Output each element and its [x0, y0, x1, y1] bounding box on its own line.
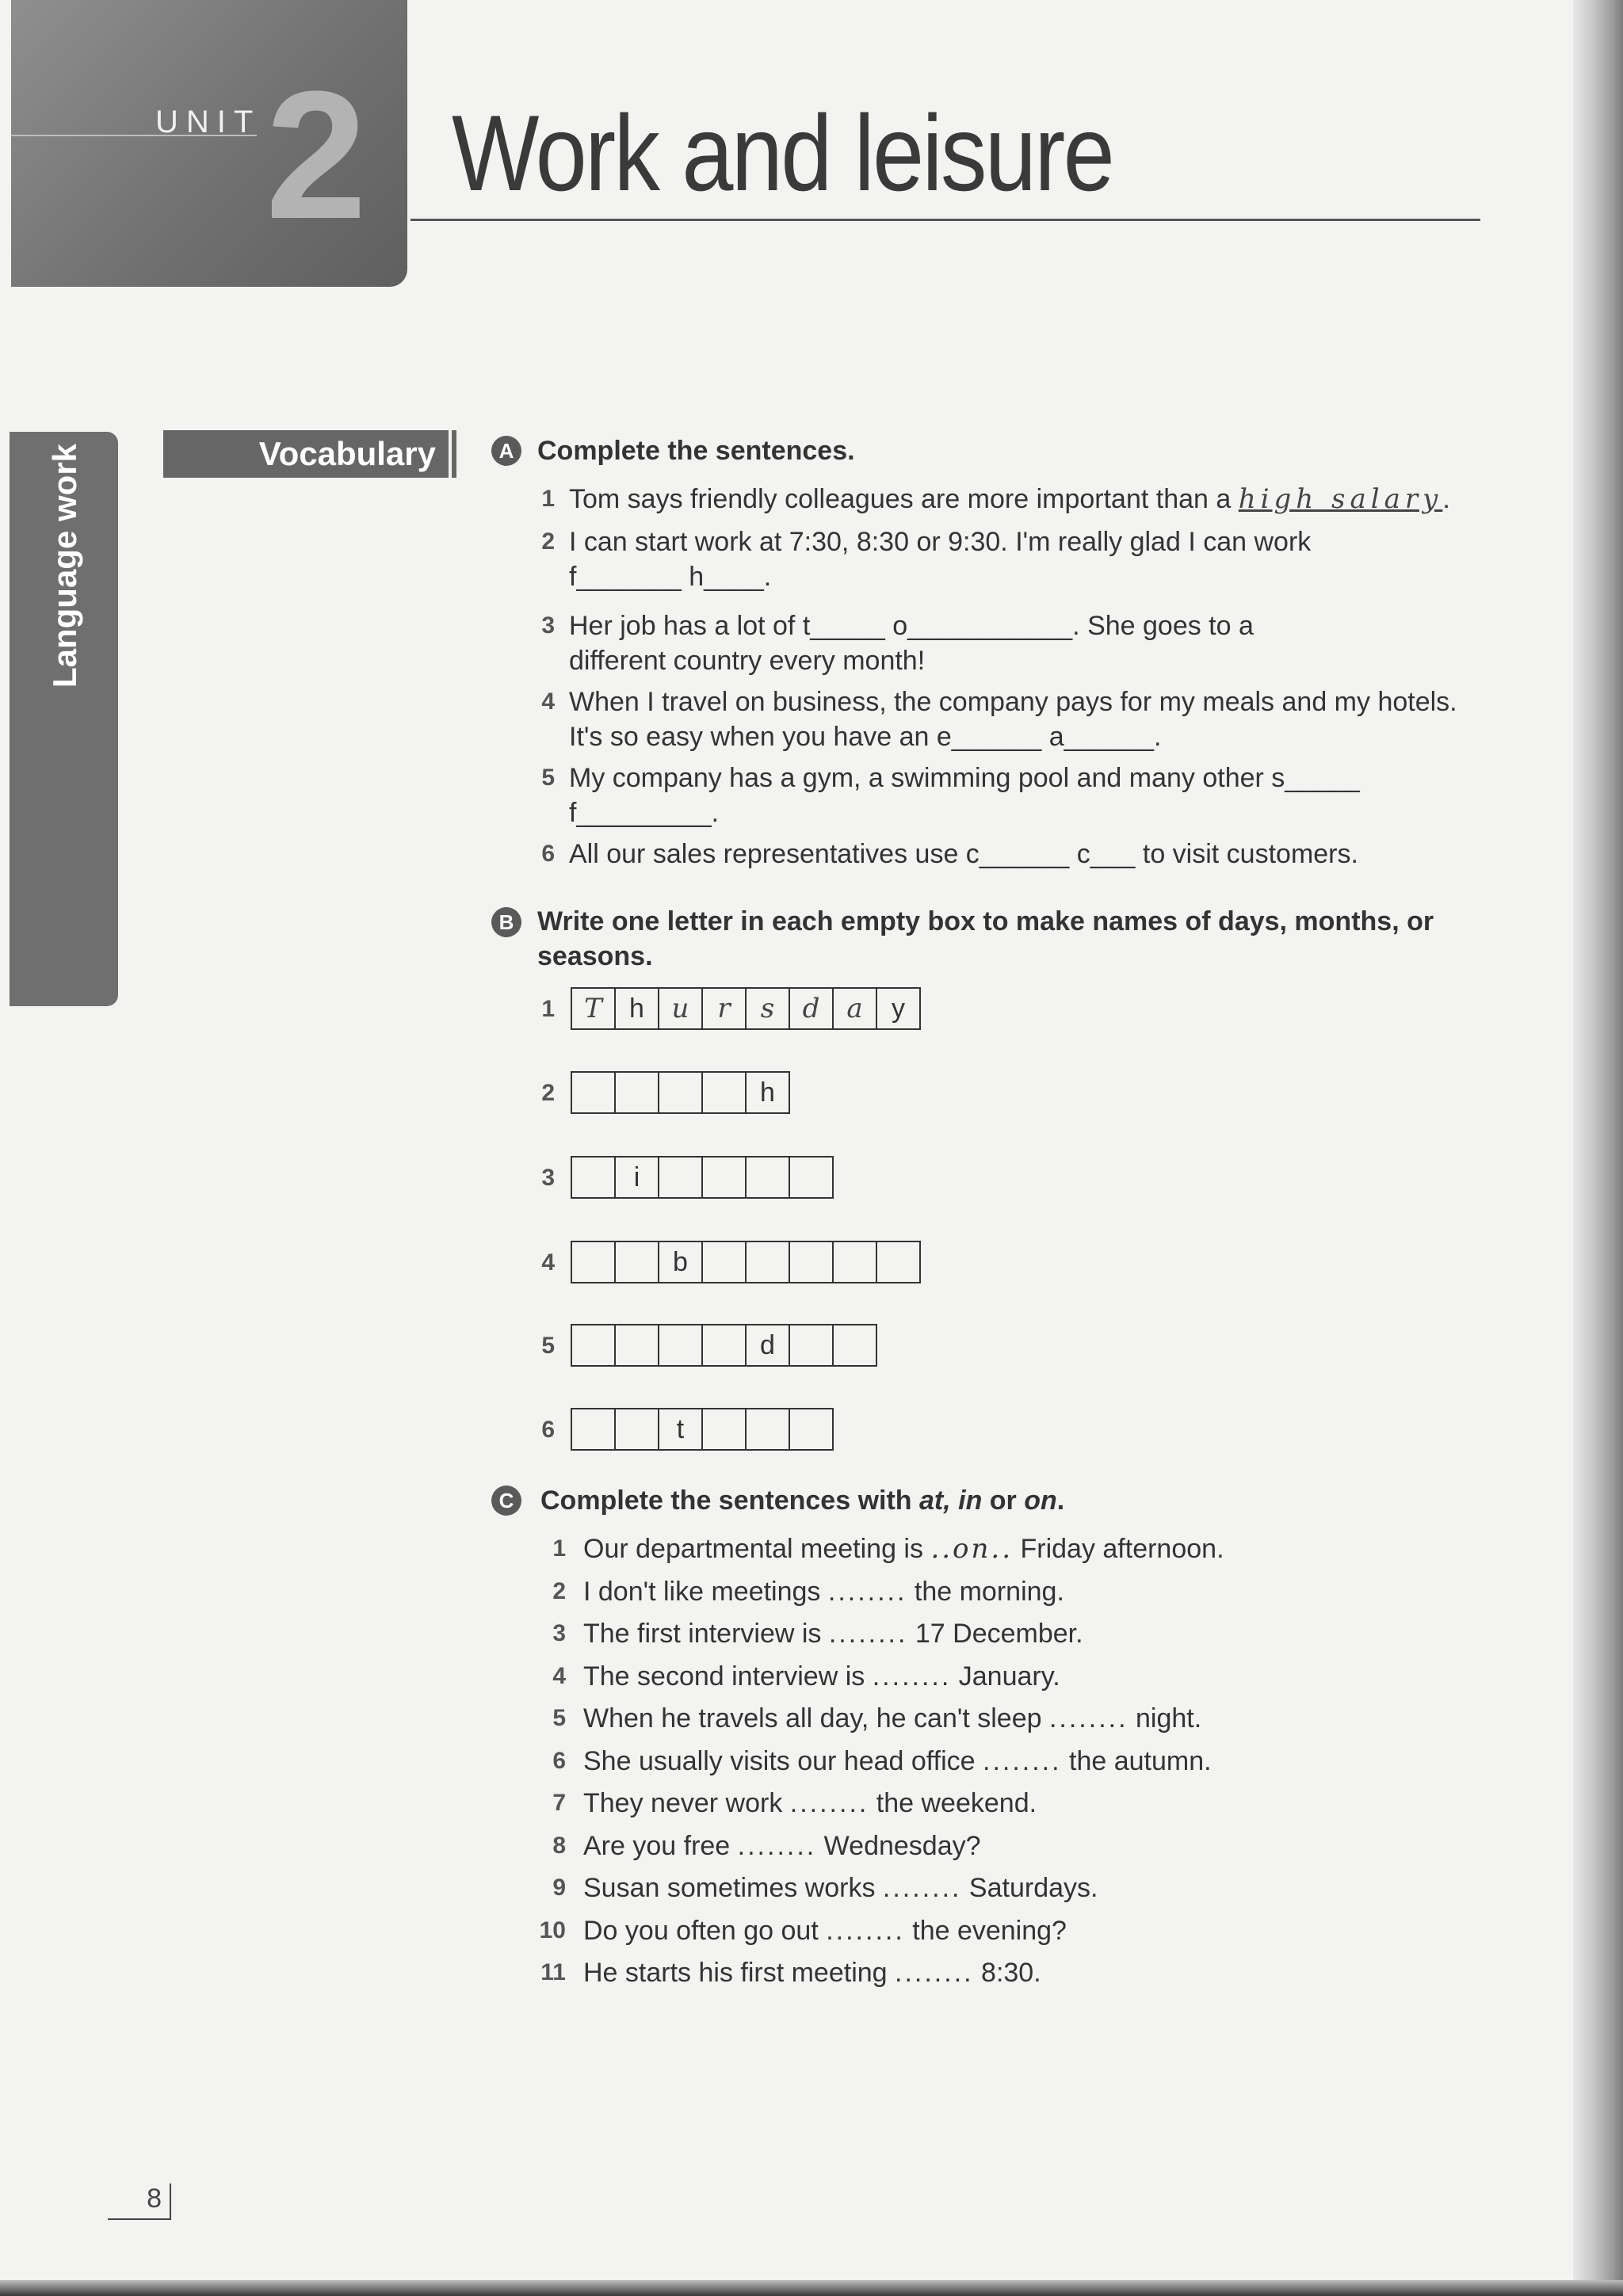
- empty-letter-box[interactable]: [876, 1241, 921, 1283]
- item-number: 5: [552, 1705, 566, 1731]
- sentence-line: All our sales representatives use c______ c___ to visit customers.: [569, 839, 1358, 869]
- empty-letter-box[interactable]: [614, 1071, 659, 1114]
- instruction-period: .: [1056, 1486, 1065, 1516]
- sentence-line-continued: different country every month!: [569, 646, 926, 676]
- item-number: 4: [552, 1663, 566, 1689]
- empty-letter-box[interactable]: [571, 1241, 616, 1283]
- vocabulary-heading: Vocabulary: [163, 430, 449, 478]
- empty-letter-box[interactable]: [745, 1156, 790, 1199]
- side-tab-label: Language work: [46, 443, 83, 688]
- sentence: Do you often go out ........ the evening?: [583, 1916, 1067, 1946]
- empty-letter-box[interactable]: [571, 1071, 616, 1114]
- empty-letter-box[interactable]: [658, 1324, 703, 1367]
- sentence: Are you free ........ Wednesday?: [583, 1831, 981, 1861]
- item-number: 10: [539, 1917, 566, 1943]
- empty-letter-box[interactable]: [832, 1324, 877, 1367]
- empty-letter-box[interactable]: [701, 1156, 747, 1199]
- letter-grid: [572, 1241, 921, 1283]
- letter-box: h: [745, 1071, 790, 1114]
- empty-letter-box[interactable]: [614, 1324, 659, 1367]
- item-number: 3: [541, 612, 555, 639]
- answer-blank[interactable]: ........: [826, 1916, 905, 1946]
- empty-letter-box[interactable]: [571, 1408, 616, 1451]
- empty-letter-box[interactable]: [745, 1408, 790, 1451]
- empty-letter-box[interactable]: [789, 1408, 834, 1451]
- item-number: 9: [552, 1875, 566, 1901]
- letter-box: u: [658, 987, 703, 1030]
- sentence: They never work ........ the weekend.: [583, 1788, 1037, 1818]
- section-a-instruction: Complete the sentences.: [537, 436, 855, 466]
- letter-box: t: [658, 1408, 703, 1451]
- item-number: 7: [552, 1790, 566, 1816]
- empty-letter-box[interactable]: [789, 1241, 834, 1283]
- unit-number: 2: [265, 53, 367, 257]
- grid-row-number: 1: [541, 996, 555, 1022]
- item-number: 2: [541, 528, 555, 555]
- answer-blank[interactable]: ........: [828, 1619, 908, 1649]
- empty-letter-box[interactable]: [614, 1408, 659, 1451]
- grid-row-number: 3: [541, 1165, 555, 1191]
- sentence: The first interview is ........ 17 December.: [583, 1619, 1083, 1649]
- sentence: Our departmental meeting is ..on.. Friday afternoon.: [583, 1533, 1224, 1565]
- letter-box: s: [745, 987, 790, 1030]
- letter-box: i: [614, 1156, 659, 1199]
- page-title: Work and leisure: [452, 93, 1113, 213]
- letter-grid: [572, 1324, 877, 1367]
- answer-blank[interactable]: ........: [882, 1873, 962, 1903]
- empty-letter-box[interactable]: [614, 1241, 659, 1283]
- sentence: Susan sometimes works ........ Saturdays.: [583, 1873, 1098, 1903]
- letter-grid: [572, 1408, 834, 1451]
- answer-blank[interactable]: ........: [737, 1831, 817, 1861]
- section-b-badge: B: [491, 907, 521, 937]
- empty-letter-box[interactable]: [745, 1241, 790, 1283]
- instruction-word-on: on: [1024, 1486, 1057, 1516]
- empty-letter-box[interactable]: [701, 1408, 747, 1451]
- sentence: When he travels all day, he can't sleep ........ night.: [583, 1703, 1202, 1733]
- empty-letter-box[interactable]: [658, 1156, 703, 1199]
- letter-box: d: [745, 1324, 790, 1367]
- sentence-line: Tom says friendly colleagues are more important than a high salary.: [569, 483, 1450, 515]
- letter-grid: [572, 987, 921, 1030]
- item-number: 11: [540, 1959, 566, 1985]
- letter-grid: [572, 1071, 790, 1114]
- page-bottom-edge: [0, 2280, 1623, 2296]
- instruction-text: Complete the sentences with: [540, 1486, 919, 1516]
- empty-letter-box[interactable]: [701, 1324, 747, 1367]
- empty-letter-box[interactable]: [658, 1071, 703, 1114]
- instruction-word-at-in: at, in: [919, 1486, 983, 1516]
- sentence-line: I can start work at 7:30, 8:30 or 9:30. I'm really glad I can work: [569, 527, 1312, 557]
- sentence: He starts his first meeting ........ 8:30.: [583, 1958, 1041, 1988]
- answer-blank[interactable]: ........: [827, 1577, 907, 1607]
- answer-blank[interactable]: ........: [983, 1746, 1062, 1776]
- grid-row-number: 2: [541, 1080, 555, 1106]
- empty-letter-box[interactable]: [701, 1071, 747, 1114]
- item-number: 6: [552, 1748, 566, 1774]
- item-number: 2: [552, 1578, 566, 1604]
- answer-blank[interactable]: ........: [872, 1661, 952, 1691]
- letter-box: r: [701, 987, 747, 1030]
- item-number: 8: [552, 1833, 566, 1859]
- item-number: 3: [552, 1620, 566, 1646]
- sentence-line-continued: f_______ h____.: [569, 562, 772, 592]
- section-c-badge: C: [491, 1486, 521, 1516]
- letter-box: h: [614, 987, 659, 1030]
- page-edge-shadow: [1573, 0, 1623, 2296]
- sentence-line-continued: It's so easy when you have an e______ a______.: [569, 722, 1162, 752]
- empty-letter-box[interactable]: [701, 1241, 747, 1283]
- item-number: 6: [541, 841, 555, 867]
- item-number: 4: [541, 688, 555, 715]
- item-number: 1: [552, 1535, 566, 1562]
- item-number: 5: [541, 765, 555, 791]
- handwritten-answer: high salary: [1238, 483, 1443, 515]
- empty-letter-box[interactable]: [571, 1324, 616, 1367]
- sentence-line-continued: f_________.: [569, 798, 720, 828]
- section-b-instruction-line1: Write one letter in each empty box to make names of days, months, or: [537, 906, 1434, 936]
- empty-letter-box[interactable]: [789, 1156, 834, 1199]
- letter-grid: [572, 1156, 834, 1199]
- letter-box: a: [832, 987, 877, 1030]
- letter-box: d: [789, 987, 834, 1030]
- section-b-instruction-line2: seasons.: [537, 941, 653, 971]
- letter-box: y: [876, 987, 921, 1030]
- section-c-instruction: [540, 1483, 1064, 1518]
- section-a-badge: A: [491, 436, 521, 466]
- letter-box: T: [571, 987, 616, 1030]
- answer-blank[interactable]: ..on..: [930, 1533, 1014, 1565]
- letter-box: b: [658, 1241, 703, 1283]
- unit-label: UNIT: [155, 105, 262, 139]
- sentence-line: When I travel on business, the company pays for my meals and my hotels.: [569, 687, 1457, 717]
- empty-letter-box[interactable]: [571, 1156, 616, 1199]
- title-rule: [411, 219, 1480, 221]
- grid-row-number: 6: [541, 1417, 555, 1443]
- grid-row-number: 4: [541, 1249, 555, 1276]
- answer-blank[interactable]: ........: [789, 1788, 869, 1818]
- sentence: The second interview is ........ January.: [583, 1661, 1060, 1691]
- answer-blank[interactable]: ........: [1048, 1703, 1128, 1733]
- grid-row-number: 5: [541, 1333, 555, 1359]
- page-number: 8: [108, 2179, 171, 2220]
- item-number: 1: [541, 486, 555, 512]
- sentence: She usually visits our head office ........ the autumn.: [583, 1746, 1212, 1776]
- empty-letter-box[interactable]: [832, 1241, 877, 1283]
- empty-letter-box[interactable]: [789, 1324, 834, 1367]
- answer-blank[interactable]: ........: [895, 1958, 974, 1988]
- sentence: I don't like meetings ........ the morning.: [583, 1577, 1064, 1607]
- sentence-line: My company has a gym, a swimming pool and many other s_____: [569, 763, 1360, 793]
- instruction-or: or: [982, 1486, 1025, 1516]
- sentence-line: Her job has a lot of t_____ o___________. She goes to a: [569, 611, 1254, 641]
